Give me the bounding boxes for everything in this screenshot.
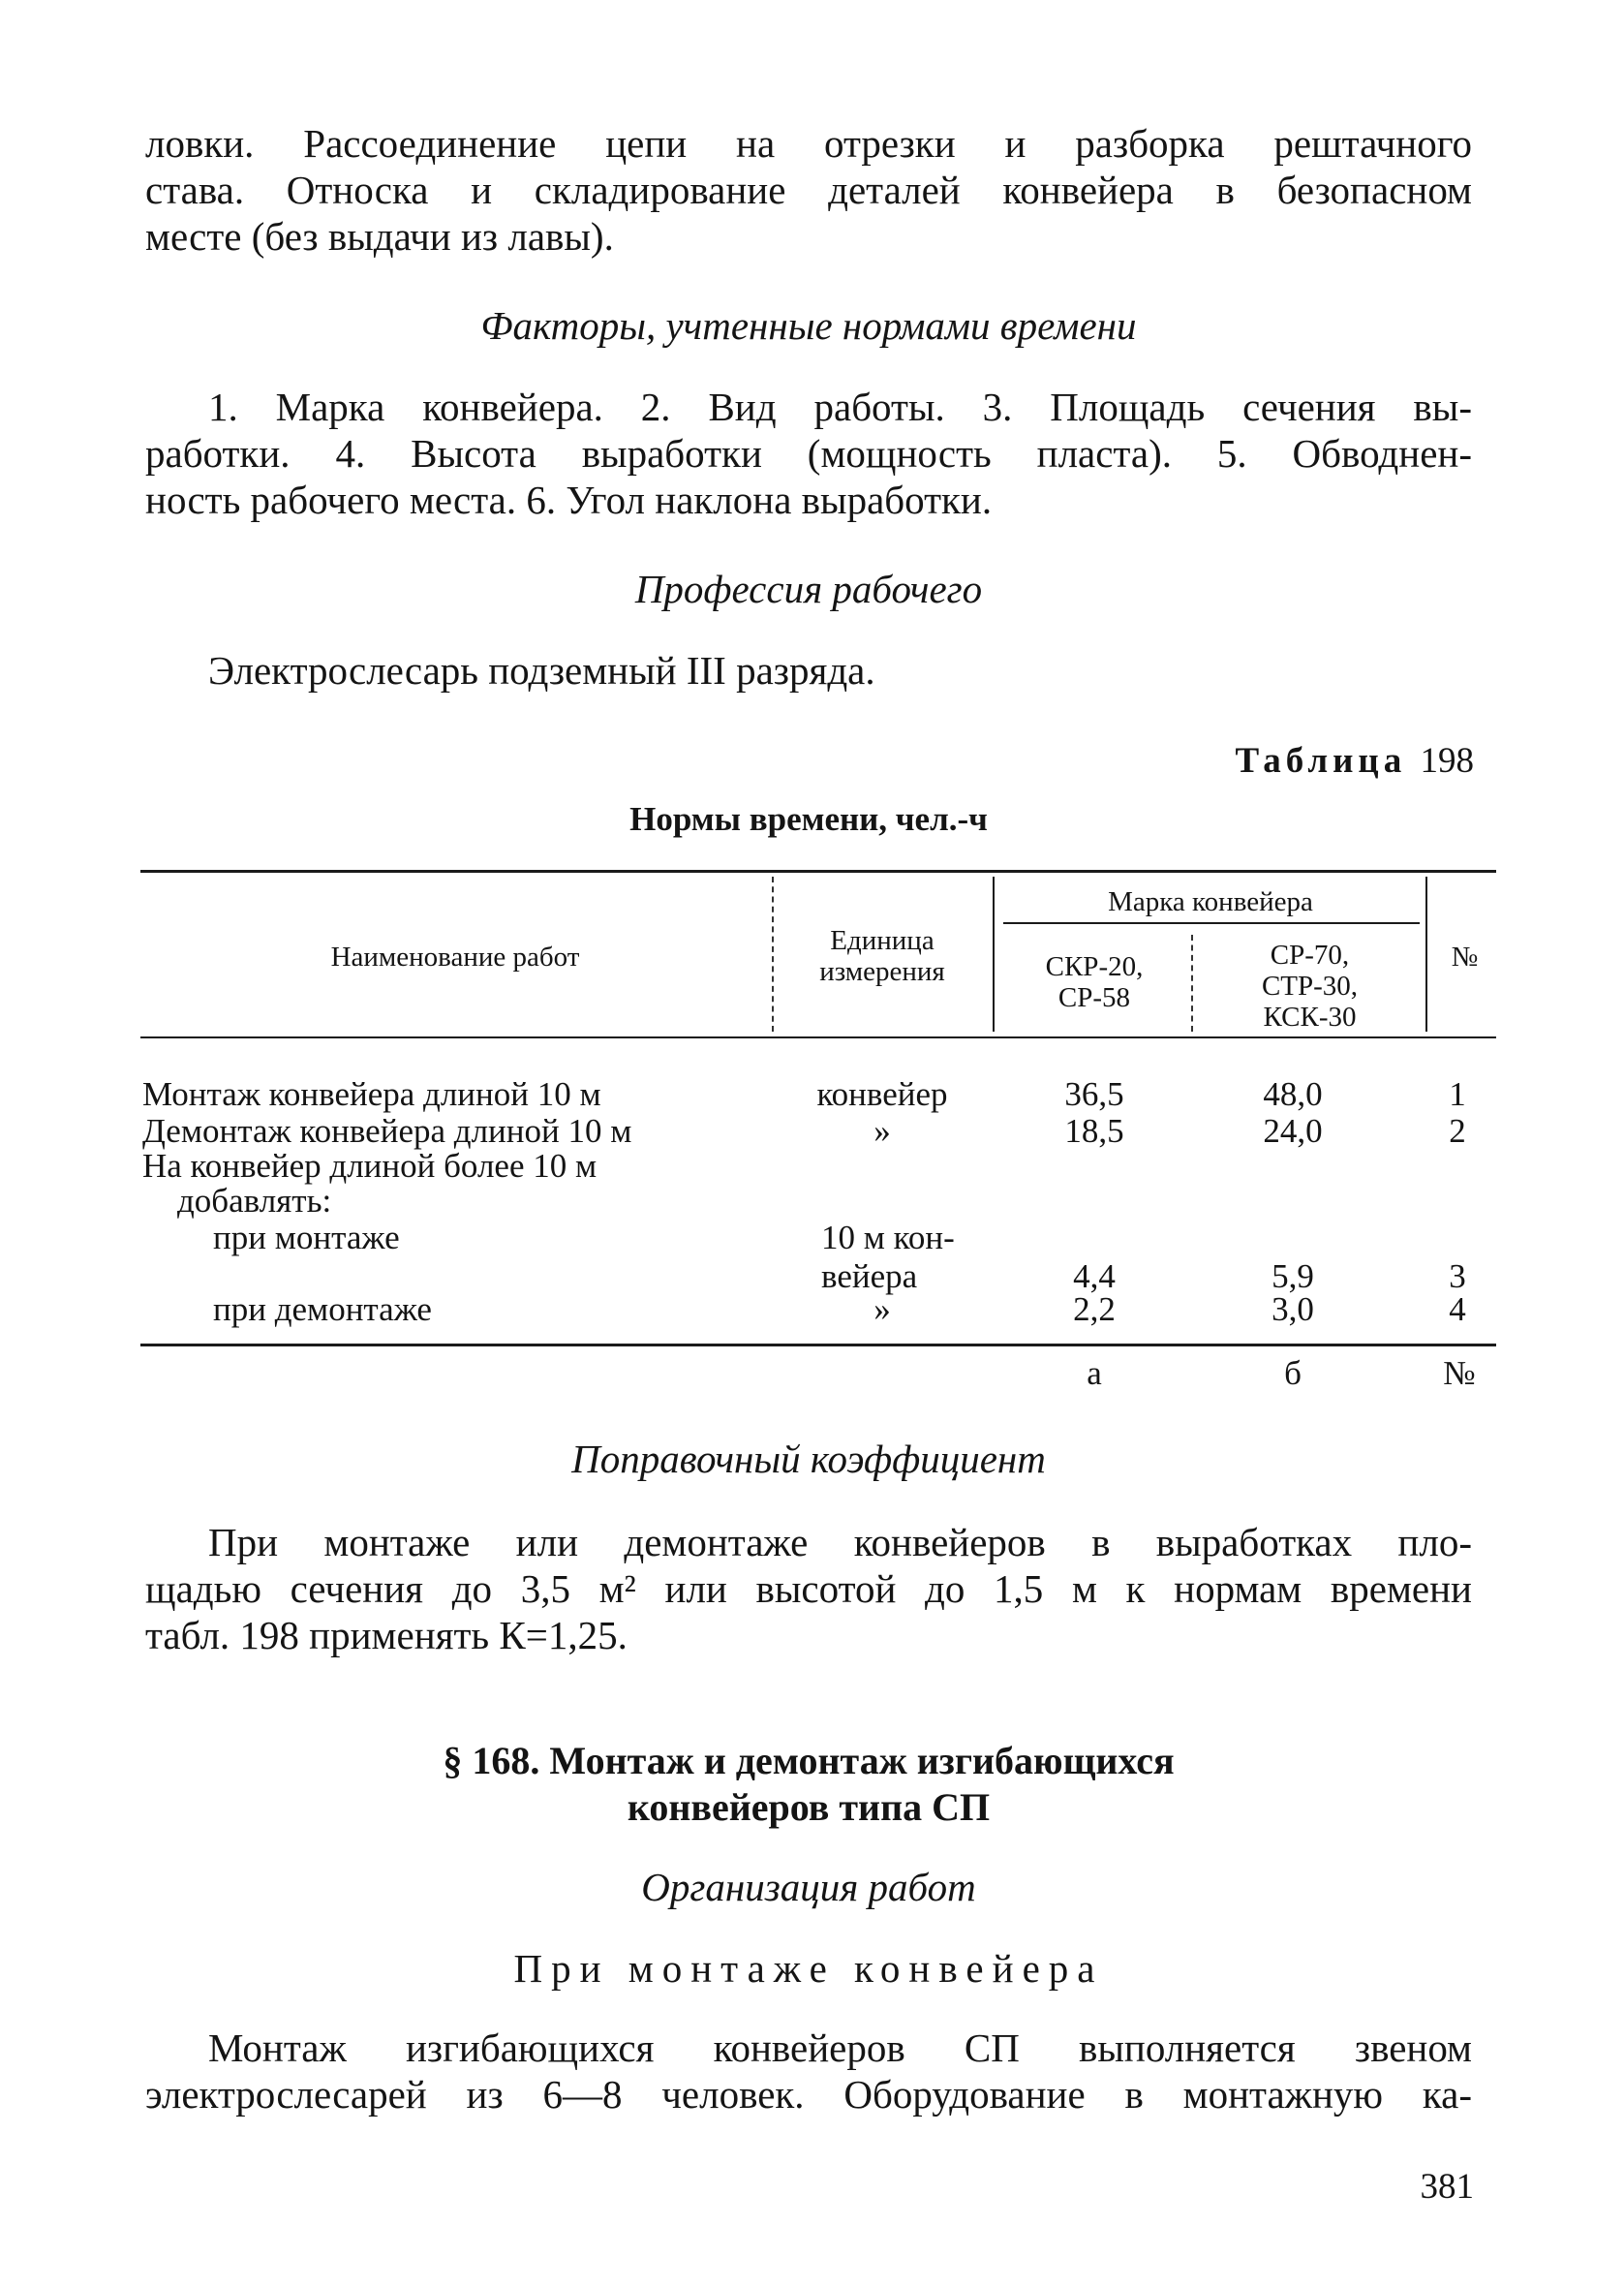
section-title-line: § 168. Монтаж и демонтаж изгибающихся <box>443 1739 1175 1782</box>
table-title: Нормы времени, чел.-ч <box>629 800 988 838</box>
footer-num: № <box>1443 1354 1476 1392</box>
section-title-line: конвейеров типа СП <box>627 1785 991 1829</box>
correction-paragraph <box>145 1519 1472 1658</box>
intro-line: става. Относка и складирование деталей конвейера в безопасном <box>145 168 1472 212</box>
factors-paragraph <box>145 384 1472 523</box>
row-unit: » <box>873 1290 891 1328</box>
section-subheading: Организация работ <box>641 1865 976 1909</box>
row-value-a: 4,4 <box>1073 1257 1116 1295</box>
row-value-a: 18,5 <box>1064 1112 1124 1150</box>
row-unit: вейера <box>821 1257 918 1295</box>
table-label <box>1236 740 1474 782</box>
row-value-b: 5,9 <box>1272 1257 1314 1295</box>
header-divider <box>1191 935 1193 1032</box>
profession-text: Электрослесарь подземный III разряда. <box>208 648 875 693</box>
footer-col-b: б <box>1284 1354 1302 1392</box>
intro-line: месте (без выдачи из лавы). <box>145 214 614 259</box>
header-name: Наименование работ <box>330 942 580 973</box>
header-divider <box>772 877 774 1032</box>
header-brand: Марка конвейера <box>1108 886 1313 917</box>
row-name: Монтаж конвейера длиной 10 м <box>142 1075 601 1113</box>
section-paragraph <box>145 2025 1472 2118</box>
header-unit: Единица измерения <box>819 925 945 987</box>
row-unit: » <box>873 1112 891 1150</box>
row-name: при монтаже <box>213 1219 400 1256</box>
row-name: На конвейер длиной более 10 м <box>142 1147 598 1185</box>
footer-col-a: а <box>1087 1354 1102 1392</box>
factors-line: ность рабочего места. 6. Угол наклона выработки. <box>145 478 993 522</box>
section-spaced-heading: При монтаже конвейера <box>513 1946 1104 1991</box>
row-value-b: 3,0 <box>1272 1290 1314 1328</box>
row-number: 1 <box>1449 1075 1466 1113</box>
table-number: 198 <box>1420 741 1474 781</box>
correction-line: При монтаже или демонтаже конвейеров в выработках пло- <box>208 1520 1472 1564</box>
row-unit: 10 м кон- <box>821 1219 955 1256</box>
row-number: 4 <box>1449 1290 1466 1328</box>
section-line: Монтаж изгибающихся конвейеров СП выполняется звеном <box>208 2025 1472 2070</box>
row-name: Демонтаж конвейера длиной 10 м <box>142 1112 632 1150</box>
row-unit: конвейер <box>816 1075 948 1113</box>
row-name: при демонтаже <box>213 1290 432 1328</box>
correction-heading: Поправочный коэффициент <box>571 1437 1046 1481</box>
table-label-word: Таблица <box>1235 741 1407 781</box>
section-title <box>145 1738 1472 1831</box>
correction-line: щадью сечения до 3,5 м² или высотой до 1,5 м к нормам времени <box>145 1566 1472 1611</box>
brand-underline <box>1003 922 1420 924</box>
factors-line: работки. 4. Высота выработки (мощность пласта). 5. Обводнен- <box>145 431 1472 476</box>
factors-line: 1. Марка конвейера. 2. Вид работы. 3. Площадь сечения вы- <box>208 385 1472 429</box>
row-number: 2 <box>1449 1112 1466 1150</box>
header-num: № <box>1451 942 1479 973</box>
intro-line: ловки. Рассоединение цепи на отрезки и разборка рештачного <box>145 121 1472 166</box>
section-line: электрослесарей из 6—8 человек. Оборудование в монтажную ка- <box>145 2072 1472 2117</box>
factors-heading: Факторы, учтенные нормами времени <box>480 303 1137 348</box>
row-value-a: 36,5 <box>1064 1075 1124 1113</box>
table-header-rule <box>140 1036 1496 1038</box>
header-col-a: СКР-20, СР-58 <box>1045 951 1144 1013</box>
row-number: 3 <box>1449 1257 1466 1295</box>
header-divider <box>993 877 995 1032</box>
table-bottom-rule <box>140 1344 1496 1346</box>
page-number: 381 <box>1420 2167 1474 2207</box>
row-name: добавлять: <box>177 1182 332 1220</box>
row-value-b: 24,0 <box>1263 1112 1323 1150</box>
profession-heading: Профессия рабочего <box>634 567 983 611</box>
profession-paragraph <box>145 647 1472 694</box>
header-divider <box>1425 877 1427 1032</box>
intro-paragraph <box>145 120 1472 260</box>
correction-line: табл. 198 применять К=1,25. <box>145 1613 628 1657</box>
table-top-rule <box>140 870 1496 873</box>
row-value-a: 2,2 <box>1073 1290 1116 1328</box>
header-col-b: СР-70, СТР-30, КСК-30 <box>1261 940 1359 1033</box>
row-value-b: 48,0 <box>1263 1075 1323 1113</box>
